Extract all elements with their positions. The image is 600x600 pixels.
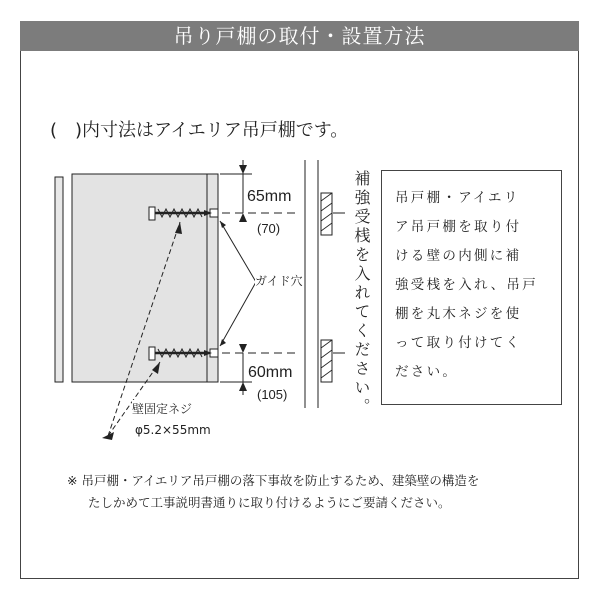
instruction-line-7: ださい。 bbox=[395, 364, 459, 380]
dim-bottom: 60mm bbox=[248, 364, 293, 381]
guide-hole-label: ガイド穴 bbox=[255, 274, 303, 288]
guide-leader-bottom bbox=[220, 282, 256, 346]
dim-arrow-bottom-2 bbox=[239, 382, 247, 391]
reinforcement-note: 補強受桟を入れてください。 bbox=[352, 170, 371, 417]
reinforcement-stud-bottom bbox=[321, 340, 332, 382]
footnote-line-1: ※ 吊戸棚・アイエリア吊戸棚の落下事故を防止するため、建築壁の構造を bbox=[67, 473, 480, 488]
instruction-line-3: ける壁の内側に補 bbox=[395, 248, 522, 264]
dim-bottom-alt: (105) bbox=[257, 387, 288, 402]
subtitle: ( )内寸法はアイエリア吊戸棚です。 bbox=[50, 120, 349, 141]
dim-top-alt: (70) bbox=[257, 221, 281, 236]
door-panel bbox=[55, 177, 63, 382]
instruction-line-1: 吊戸棚・アイエリ bbox=[395, 190, 520, 206]
dim-arrow-bottom-1 bbox=[239, 344, 247, 353]
screw-size-label: φ5.2×55mm bbox=[135, 423, 211, 437]
page-title: 吊り戸棚の取付・設置方法 bbox=[20, 21, 579, 51]
instruction-line-4: 強受桟を入れ、吊戸 bbox=[395, 277, 539, 293]
guide-leader-top bbox=[220, 221, 256, 282]
instruction-line-2: ア吊戸棚を取り付 bbox=[395, 219, 522, 235]
instruction-line-6: って取り付けてく bbox=[395, 335, 522, 351]
reinforcement-stud-top bbox=[321, 193, 332, 235]
screw-name-label: 壁固定ネジ bbox=[132, 402, 193, 416]
cabinet-body bbox=[72, 174, 207, 382]
dim-arrow-top-2 bbox=[239, 213, 247, 222]
instruction-line-5: 棚を丸木ネジを使 bbox=[395, 306, 522, 322]
dim-arrow-top-1 bbox=[239, 165, 247, 174]
footnote-line-2: たしかめて工事説明書通りに取り付けるようにご要請ください。 bbox=[88, 495, 451, 510]
dim-top: 65mm bbox=[247, 188, 292, 205]
